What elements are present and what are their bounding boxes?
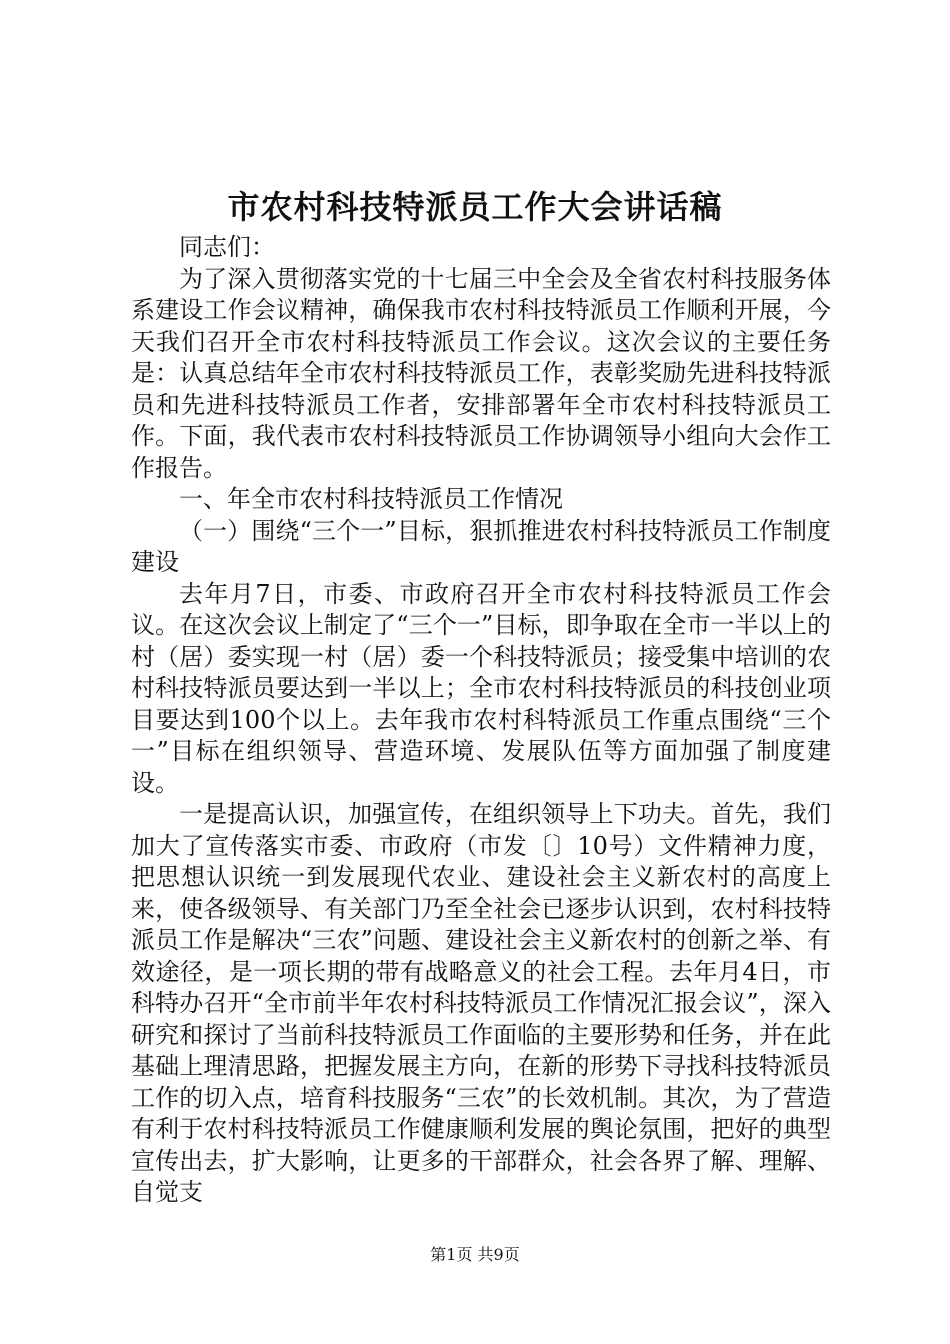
document-body bbox=[131, 232, 831, 1209]
paragraph-awareness: 一是提高认识，加强宣传，在组织领导上下功夫。首先，我们加大了宣传落实市委、市政府（市发〔〕10号）文件精神力度，把思想认识统一到发展现代农业、建设社会主义新农村的高度上来，使各级领导、有关部门乃至全社会已逐步认识到，农村科技特派员工作是解决“三农”问题、建设社会主义新农村的创新之举、有效途径，是一项长期的带有战略意义的社会工程。去年月4日，市科特办召开“全市前半年农村科技特派员工作情况汇报会议”，深入研究和探讨了当前科技特派员工作面临的主要形势和任务，并在此基础上理清思路，把握发展主方向，在新的形势下寻找科技特派员工作的切入点，培育科技服务“三农”的长效机制。其次，为了营造有利于农村科技特派员工作健康顺利发展的舆论氛围，把好的典型宣传出去，扩大影响，让更多的干部群众，社会各界了解、理解、自觉支 bbox=[131, 800, 831, 1206]
section-heading: 一、年全市农村科技特派员工作情况 bbox=[179, 485, 563, 513]
paragraph-meeting: 去年月7日，市委、市政府召开全市农村科技特派员工作会议。在这次会议上制定了“三个一”目标，即争取在全市一半以上的村（居）委实现一村（居）委一个科技特派员；接受集中培训的农村科技特派员要达到一半以上；全市农村科技特派员的科技创业项目要达到100个以上。去年我市农村科特派员工作重点围绕“三个一”目标在组织领导、营造环境、发展队伍等方面加强了制度建设。 bbox=[131, 579, 831, 797]
paragraph-intro: 为了深入贯彻落实党的十七届三中全会及全省农村科技服务体系建设工作会议精神，确保我市农村科技特派员工作顺利开展，今天我们召开全市农村科技特派员工作会议。这次会议的主要任务是：认真总结年全市农村科技特派员工作，表彰奖励先进科技特派员和先进科技特派员工作者，安排部署年全市农村科技特派员工作。下面，我代表市农村科技特派员工作协调领导小组向大会作工作报告。 bbox=[131, 264, 831, 482]
document-title: 市农村科技特派员工作大会讲话稿 bbox=[227, 188, 723, 226]
paragraph-salutation: 同志们： bbox=[179, 233, 275, 261]
subsection-heading: （一）围绕“三个一”目标，狠抓推进农村科技特派员工作制度建设 bbox=[131, 516, 831, 576]
page-footer: 第1页 共9页 bbox=[430, 1245, 520, 1264]
